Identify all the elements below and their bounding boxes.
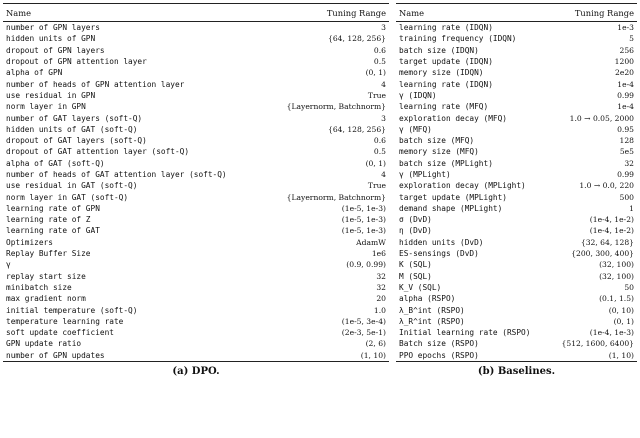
parameter-name: M (SQL) — [399, 271, 432, 281]
table-row — [396, 112, 637, 123]
table-row — [3, 191, 389, 202]
parameter-name: γ (MPLight) — [399, 170, 451, 179]
table-row — [3, 101, 389, 112]
table-row — [3, 248, 389, 259]
tuning-range-value: (1e-5, 3e-4) — [341, 316, 386, 326]
table-row — [396, 135, 637, 146]
parameter-name: dropout of GAT layers (soft-Q) — [6, 136, 147, 146]
table-row — [396, 33, 637, 44]
parameter-name: hidden units of GAT (soft-Q) — [6, 124, 138, 134]
parameter-name: alpha of GAT (soft-Q) — [6, 158, 105, 168]
parameter-name: learning rate of GAT — [6, 226, 100, 236]
table-row — [396, 237, 637, 248]
table-row — [3, 22, 389, 34]
table-row — [396, 56, 637, 67]
baselines-table-panel — [396, 3, 637, 377]
tuning-range-value: (0, 10) — [608, 305, 634, 315]
parameter-name: alpha (RSPO) — [399, 294, 456, 304]
tuning-range-value: 1e6 — [371, 249, 386, 259]
tuning-range-value: (2e-3, 5e-1) — [341, 328, 386, 338]
tuning-range-value: True — [367, 181, 386, 191]
tuning-range-value: {64, 128, 256} — [328, 34, 386, 44]
table-header-row — [3, 4, 389, 22]
table-row — [3, 327, 389, 338]
parameter-name: K (SQL) — [399, 260, 432, 270]
tuning-range-value: 0.95 — [617, 124, 634, 134]
parameter-name: norm layer in GAT (soft-Q) — [6, 192, 129, 202]
table-row — [3, 158, 389, 169]
parameter-name: number of heads of GPN attention layer — [6, 79, 185, 89]
parameter-name: batch size (MPLight) — [399, 158, 493, 168]
tuning-range-value: True — [367, 90, 386, 100]
tuning-range-value: (32, 100) — [599, 260, 634, 270]
tuning-range-value: {Layernorm, Batchnorm} — [286, 192, 386, 202]
parameter-name: GPN update ratio — [6, 339, 82, 349]
table-row — [396, 304, 637, 315]
parameter-name: Replay Buffer Size — [6, 249, 91, 259]
table-row — [396, 316, 637, 327]
dpo-caption: (a) DPO. — [172, 365, 220, 377]
table-row — [3, 90, 389, 101]
parameter-name: replay start size — [6, 271, 86, 281]
table-row — [3, 135, 389, 146]
parameter-name: hidden units (DvD) — [399, 237, 484, 247]
table-row — [3, 214, 389, 225]
tuning-range-value: 1e-3 — [617, 23, 634, 33]
table-row — [3, 33, 389, 44]
tuning-range-value: (0, 1) — [613, 316, 634, 326]
tuning-range-value: (1e-5, 1e-3) — [341, 226, 386, 236]
table-row — [396, 214, 637, 225]
tuning-range-value: 32 — [376, 282, 386, 292]
parameter-name: alpha of GPN — [6, 68, 63, 78]
parameter-name: memory size (MFQ) — [399, 147, 479, 157]
tuning-range-value: (1, 10) — [608, 350, 634, 360]
parameter-name: γ (MFQ) — [399, 124, 432, 134]
tuning-range-value: 1.0 → 0.05, 2000 — [569, 113, 634, 123]
tuning-range-value: (0.1, 1.5) — [599, 294, 634, 304]
parameter-name: initial temperature (soft-Q) — [6, 305, 138, 315]
parameter-name: learning rate of GPN — [6, 203, 100, 213]
parameter-name: η (DvD) — [399, 226, 432, 236]
parameter-name: σ (DvD) — [399, 215, 432, 225]
parameter-name: λ_B^int (RSPO) — [399, 305, 465, 315]
name-column-header: Name — [6, 7, 31, 18]
parameter-name: target update (MPLight) — [399, 192, 507, 202]
table-row — [3, 271, 389, 282]
tuning-range-value: 5 — [629, 34, 634, 44]
table-row — [396, 158, 637, 169]
parameter-name: use residual in GPN — [6, 90, 96, 100]
parameter-name: Batch size (RSPO) — [399, 339, 479, 349]
tuning-range-value: 1.0 → 0.0, 220 — [579, 181, 634, 191]
table-row — [3, 45, 389, 56]
tuning-range-value: (0, 1) — [365, 68, 386, 78]
table-row — [3, 259, 389, 270]
table-row — [396, 293, 637, 304]
table-row — [396, 282, 637, 293]
parameter-name: ES-sensings (DvD) — [399, 249, 479, 259]
table-row — [3, 316, 389, 327]
parameter-name: number of heads of GAT attention layer (soft-Q) — [6, 170, 227, 179]
tuning-range-value: 0.5 — [373, 57, 386, 67]
tuning-range-value: (1e-4, 1e-2) — [589, 215, 634, 225]
tuning-range-value: 128 — [619, 136, 634, 146]
parameter-name: PPO epochs (RSPO) — [399, 350, 479, 360]
tuning-range-value: 50 — [624, 282, 634, 292]
table-row — [396, 78, 637, 89]
table-row — [396, 350, 637, 362]
table-row — [396, 22, 637, 34]
parameter-name: number of GPN layers — [6, 23, 100, 33]
tuning-range-value: (2, 6) — [365, 339, 386, 349]
parameter-name: Initial learning rate (RSPO) — [399, 328, 531, 338]
tuning-range-value: (1e-5, 1e-3) — [341, 215, 386, 225]
tuning-range-value: 0.6 — [373, 45, 386, 55]
parameter-name: number of GPN updates — [6, 350, 105, 360]
parameter-name: dropout of GAT attention layer (soft-Q) — [6, 147, 190, 157]
table-row — [3, 112, 389, 123]
parameter-name: learning rate (IDQN) — [399, 79, 493, 89]
table-row — [396, 67, 637, 78]
table-row — [396, 271, 637, 282]
parameter-name: target update (IDQN) — [399, 57, 493, 67]
dpo-hyperparameter-table — [3, 3, 389, 362]
parameter-name: exploration decay (MPLight) — [399, 181, 526, 191]
parameter-name: batch size (IDQN) — [399, 45, 479, 55]
tuning-range-value: 4 — [381, 79, 386, 89]
table-row — [3, 237, 389, 248]
table-row — [396, 146, 637, 157]
tuning-range-value: {200, 300, 400} — [571, 249, 634, 259]
tuning-range-value: (1e-5, 1e-3) — [341, 203, 386, 213]
parameter-name: minibatch size — [6, 282, 72, 292]
table-row — [3, 169, 389, 180]
table-row — [396, 259, 637, 270]
tuning-range-column-header: Tuning Range — [574, 7, 634, 18]
parameter-name: training frequency (IDQN) — [399, 34, 517, 44]
table-row — [3, 293, 389, 304]
table-row — [3, 56, 389, 67]
parameter-name: soft update coefficient — [6, 328, 114, 338]
tuning-range-value: 3 — [381, 23, 386, 33]
parameter-name: K_V (SQL) — [399, 282, 442, 292]
tuning-range-value: (0.9, 0.99) — [346, 260, 386, 270]
parameter-name: Optimizers — [6, 237, 53, 247]
parameter-name: norm layer in GPN — [6, 102, 86, 112]
parameter-name: max gradient norm — [6, 294, 86, 304]
parameter-name: dropout of GPN layers — [6, 45, 105, 55]
tuning-range-value: (32, 100) — [599, 271, 634, 281]
tuning-range-value: 1.0 — [373, 305, 386, 315]
parameter-name: use residual in GAT (soft-Q) — [6, 181, 138, 191]
parameter-name: hidden units of GPN — [6, 34, 96, 44]
tuning-range-value: 2e20 — [615, 68, 634, 78]
baselines-caption: (b) Baselines. — [477, 365, 556, 377]
name-column-header: Name — [399, 7, 424, 18]
table-row — [396, 180, 637, 191]
tuning-range-value: 0.99 — [617, 90, 634, 100]
parameter-name: γ (IDQN) — [399, 90, 437, 100]
parameter-name: γ — [6, 260, 11, 270]
table-row — [396, 101, 637, 112]
table-row — [396, 248, 637, 259]
tuning-range-value: {32, 64, 128} — [580, 237, 634, 247]
tuning-range-column-header: Tuning Range — [326, 7, 386, 18]
table-row — [3, 350, 389, 362]
table-row — [3, 282, 389, 293]
table-row — [3, 304, 389, 315]
tuning-range-value: AdamW — [356, 237, 386, 247]
tuning-range-value: 20 — [376, 294, 386, 304]
tuning-range-value: {64, 128, 256} — [328, 124, 386, 134]
parameter-name: demand shape (MPLight) — [399, 203, 503, 213]
table-row — [396, 45, 637, 56]
table-row — [3, 338, 389, 349]
parameter-name: number of GAT layers (soft-Q) — [6, 113, 143, 123]
table-row — [396, 327, 637, 338]
table-row — [396, 203, 637, 214]
table-header-row — [396, 4, 637, 22]
parameter-name: batch size (MFQ) — [399, 136, 475, 146]
tuning-range-value: 1 — [629, 203, 634, 213]
tuning-range-value: (1, 10) — [360, 350, 386, 360]
table-row — [3, 78, 389, 89]
table-row — [3, 203, 389, 214]
tuning-range-value: (0, 1) — [365, 158, 386, 168]
tuning-range-value: 1200 — [614, 57, 634, 67]
table-row — [396, 338, 637, 349]
tuning-range-value: 256 — [619, 45, 634, 55]
tuning-range-value: (1e-4, 1e-2) — [589, 226, 634, 236]
table-row — [3, 124, 389, 135]
tuning-range-value: 0.99 — [617, 170, 634, 179]
tuning-range-value: (1e-4, 1e-3) — [589, 328, 634, 338]
parameter-name: dropout of GPN attention layer — [6, 57, 147, 67]
parameter-name: learning rate (IDQN) — [399, 23, 493, 33]
table-row — [3, 180, 389, 191]
parameter-name: λ_R^int (RSPO) — [399, 316, 465, 326]
tuning-range-value: 1e-4 — [617, 102, 634, 112]
tuning-range-value: {Layernorm, Batchnorm} — [286, 102, 386, 112]
tuning-range-value: 0.5 — [373, 147, 386, 157]
table-row — [396, 124, 637, 135]
table-row — [396, 191, 637, 202]
tuning-range-value: {512, 1600, 6400} — [561, 339, 634, 349]
parameter-name: temperature learning rate — [6, 316, 124, 326]
table-row — [396, 225, 637, 236]
table-row — [396, 169, 637, 180]
parameter-name: exploration decay (MFQ) — [399, 113, 507, 123]
tuning-range-value: 5e5 — [619, 147, 634, 157]
parameter-name: memory size (IDQN) — [399, 68, 484, 78]
tuning-range-value: 32 — [376, 271, 386, 281]
parameter-name: learning rate of Z — [6, 215, 91, 225]
parameter-name: learning rate (MFQ) — [399, 102, 489, 112]
tuning-range-value: 32 — [624, 158, 634, 168]
tuning-range-value: 500 — [619, 192, 634, 202]
tuning-range-value: 3 — [381, 113, 386, 123]
table-row — [396, 90, 637, 101]
tuning-range-value: 4 — [381, 170, 386, 179]
table-row — [3, 225, 389, 236]
baselines-hyperparameter-table — [396, 3, 637, 362]
table-row — [3, 146, 389, 157]
dpo-table-panel — [3, 3, 389, 377]
tuning-range-value: 1e-4 — [617, 79, 634, 89]
table-row — [3, 67, 389, 78]
tuning-range-value: 0.6 — [373, 136, 386, 146]
